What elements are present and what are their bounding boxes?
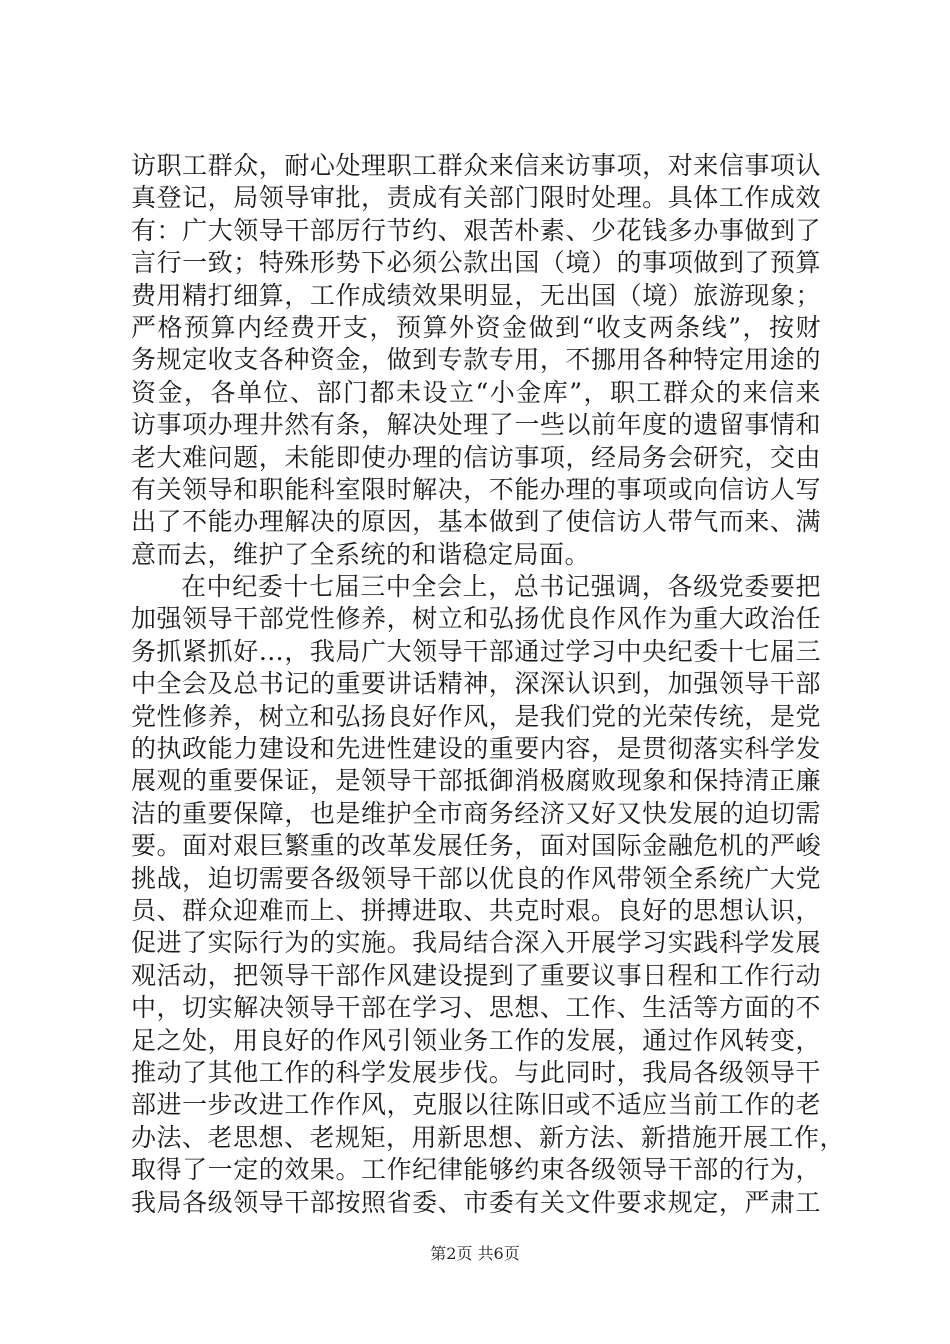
text-line: 要。面对艰巨繁重的改革发展任务，面对国际金融危机的严峻 [131,831,821,861]
text-line: 促进了实际行为的实施。我局结合深入开展学习实践科学发展 [131,928,821,958]
text-line: 加强领导干部党性修养，树立和弘扬优良作风作为重大政治任 [131,604,821,634]
text-line: 的执政能力建设和先进性建设的重要内容，是贯彻落实科学发 [131,734,821,764]
text-line: 员、群众迎难而上、拼搏进取、共克时艰。良好的思想认识， [131,895,821,925]
paragraph-start-line: 在中纪委十七届三中全会上，总书记强调，各级党委要把 [181,572,821,602]
text-line: 中全会及总书记的重要讲话精神，深深认识到，加强领导干部 [131,669,821,699]
document-body [131,150,846,1219]
text-line: 言行一致；特殊形势下必须公款出国（境）的事项做到了预算 [131,248,821,278]
paragraph-end-line: 意而去，维护了全系统的和谐稳定局面。 [131,539,591,569]
text-line: 办法、老思想、老规矩，用新思想、新方法、新措施开展工作， [131,1122,846,1152]
text-line: 务规定收支各种资金，做到专款专用，不挪用各种特定用途的 [131,345,821,375]
text-line: 党性修养，树立和弘扬良好作风，是我们党的光荣传统，是党 [131,701,821,731]
text-line: 严格预算内经费开支，预算外资金做到“收支两条线”，按财 [131,312,821,342]
text-line: 访事项办理井然有条，解决处理了一些以前年度的遗留事情和 [131,410,821,440]
page-number-footer: 第2页 共6页 [430,1244,520,1263]
text-line: 部进一步改进工作作风，克服以往陈旧或不适应当前工作的老 [131,1090,821,1120]
text-line: 资金，各单位、部门都未设立“小金库”，职工群众的来信来 [131,377,821,407]
text-line: 取得了一定的效果。工作纪律能够约束各级领导干部的行为， [131,1155,821,1185]
text-line: 观活动，把领导干部作风建设提到了重要议事日程和工作行动 [131,960,821,990]
text-line: 老大难问题，未能即使办理的信访事项，经局务会研究，交由 [131,442,821,472]
text-line: 有关领导和职能科室限时解决，不能办理的事项或向信访人写 [131,474,821,504]
text-line: 足之处，用良好的作风引领业务工作的发展，通过作风转变， [131,1025,821,1055]
text-line: 务抓紧抓好…，我局广大领导干部通过学习中央纪委十七届三 [131,636,821,666]
text-line: 中，切实解决领导干部在学习、思想、工作、生活等方面的不 [131,993,821,1023]
text-line: 展观的重要保证，是领导干部抵御消极腐败现象和保持清正廉 [131,766,821,796]
text-line: 有：广大领导干部厉行节约、艰苦朴素、少花钱多办事做到了 [131,215,821,245]
text-line: 真登记，局领导审批，责成有关部门限时处理。具体工作成效 [131,183,821,213]
text-line: 访职工群众，耐心处理职工群众来信来访事项，对来信事项认 [131,151,821,180]
text-line: 推动了其他工作的科学发展步伐。与此同时，我局各级领导干 [131,1057,821,1087]
text-line: 我局各级领导干部按照省委、市委有关文件要求规定，严肃工 [131,1187,821,1217]
text-line: 出了不能办理解决的原因，基本做到了使信访人带气而来、满 [131,507,821,537]
text-line: 挑战，迫切需要各级领导干部以优良的作风带领全系统广大党 [131,863,821,893]
text-line: 费用精打细算，工作成绩效果明显，无出国（境）旅游现象； [131,280,821,310]
text-line: 洁的重要保障，也是维护全市商务经济又好又快发展的迫切需 [131,798,821,828]
